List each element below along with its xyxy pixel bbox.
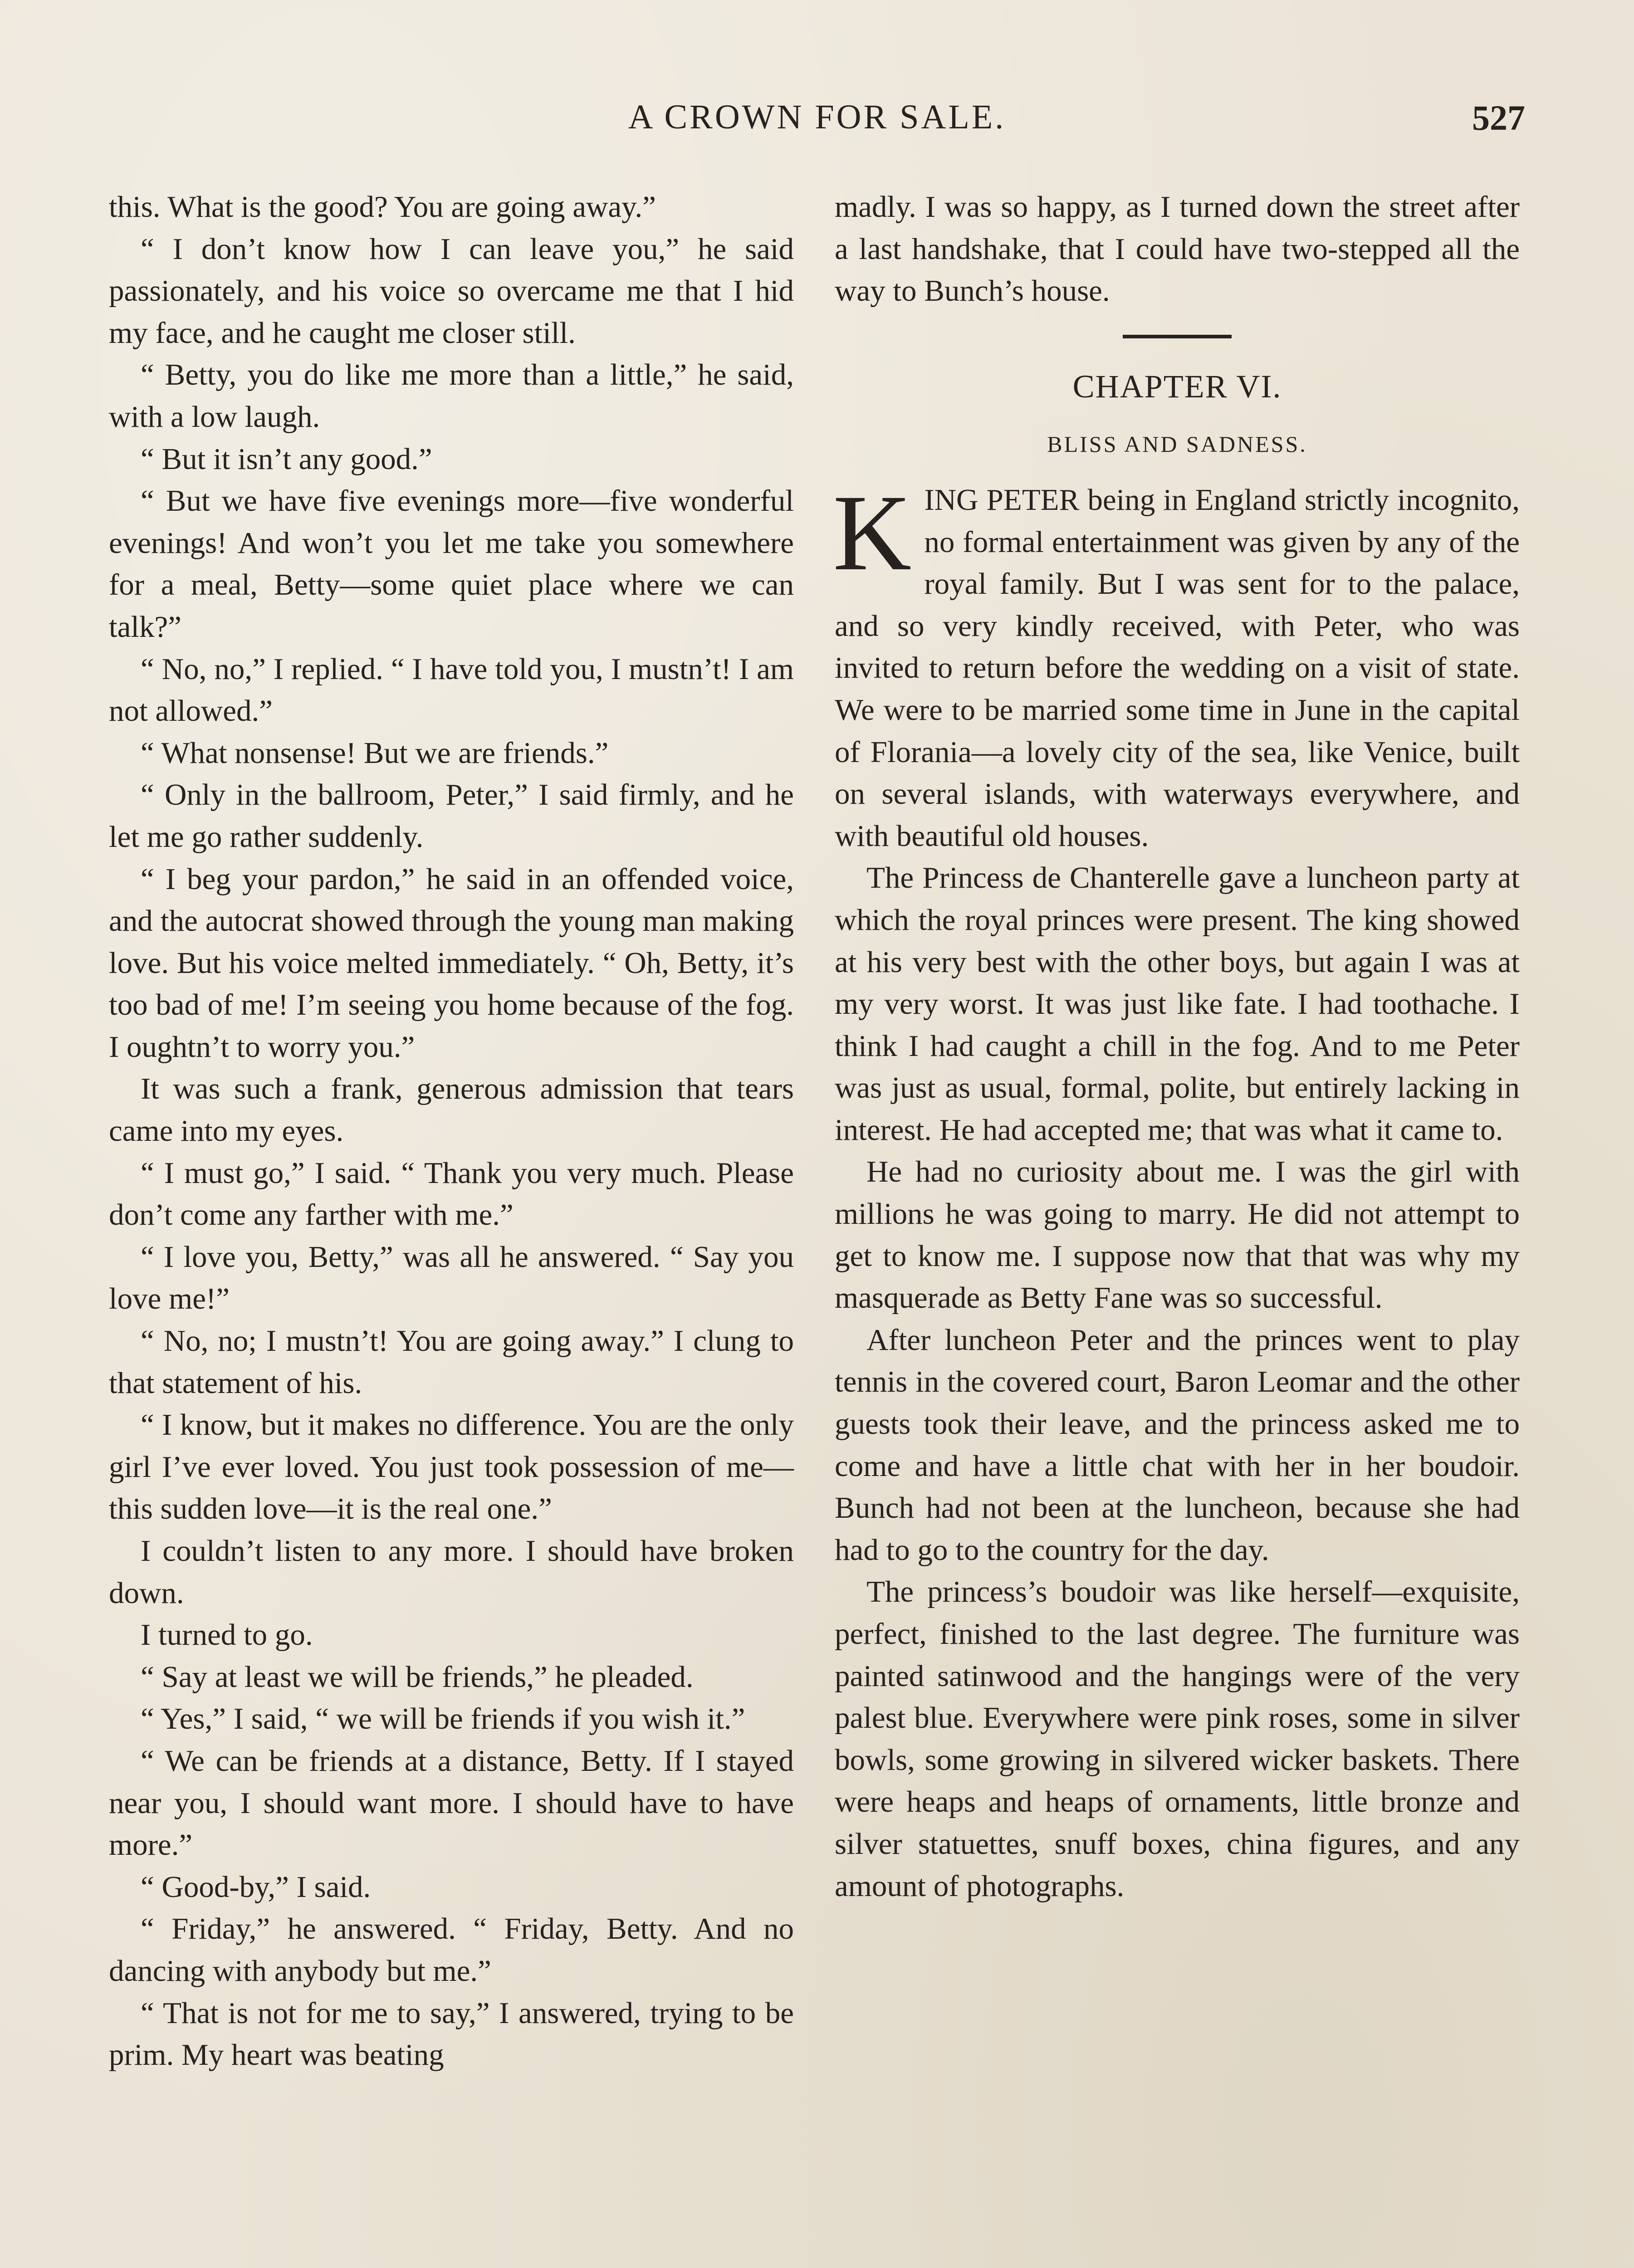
paragraph: “ I beg your pardon,” he said in an offended voice, and the autocrat showed through the young man making love. But his voice melted immediately. “ Oh, Betty, it’s too bad of me! I’m seeing you home because of the fog. I oughtn’t to worry you.” xyxy=(109,862,794,1064)
first-paragraph-text: ING PETER being in England strictly incognito, no formal entertainment was given by any of the royal family. But I was sent for to the palace, and so very kindly received, with Peter, who was invited to return before the wedding on a visit of state. We were to be married some time in June in the capital of Florania—a lovely city of the sea, like Venice, built on several islands, with waterways everywhere, and with beautiful old houses. xyxy=(835,483,1520,853)
paragraph: “ I know, but it makes no difference. You are the only girl I’ve ever loved. You just took possession of me—this sudden love—it is the real one.” xyxy=(109,1408,794,1526)
paragraph: I couldn’t listen to any more. I should have broken down. xyxy=(109,1534,794,1610)
paragraph: “ I don’t know how I can leave you,” he said passionately, and his voice so overcame me that I hid my face, and he caught me closer still. xyxy=(109,232,794,350)
paragraph: “ Only in the ballroom, Peter,” I said firmly, and he let me go rather suddenly. xyxy=(109,778,794,854)
paragraph: “ Good-by,” I said. xyxy=(141,1870,371,1904)
paragraph: “ I must go,” I said. “ Thank you very much. Please don’t come any farther with me.” xyxy=(109,1156,794,1232)
paragraph: “ We can be friends at a distance, Betty. If I stayed near you, I should want more. I should have to have more.” xyxy=(109,1744,794,1862)
paragraph: “ What nonsense! But we are friends.” xyxy=(141,736,609,770)
section-divider xyxy=(1123,335,1232,338)
chapter-first-paragraph xyxy=(833,472,1520,857)
paragraph: After luncheon Peter and the princes went to play tennis in the covered court, Baron Leomar and the other guests took their leave, and the princess asked me to come and have a little chat with her in her boudoir. Bunch had not been at the luncheon, because she had had to go to the country for the day. xyxy=(835,1323,1520,1567)
running-header xyxy=(104,98,1530,143)
paragraph: The princess’s boudoir was like herself—exquisite, perfect, finished to the last degree. The furniture was painted satinwood and the hangings were of the very palest blue. Everywhere were pink roses, some in silver bowls, some growing in silvered wicker baskets. There were heaps and heaps of ornaments, little bronze and silver statuettes, snuff boxes, china figures, and any amount of photographs. xyxy=(835,1575,1520,1903)
paragraph: He had no curiosity about me. I was the girl with millions he was going to marry. He did not attempt to get to know me. I suppose now that that was why my masquerade as Betty Fane was so successful. xyxy=(835,1155,1520,1315)
drop-cap: K xyxy=(833,472,912,593)
paragraph: I turned to go. xyxy=(141,1618,313,1652)
right-column xyxy=(835,186,1520,1907)
paragraph: “ Yes,” I said, “ we will be friends if you wish it.” xyxy=(141,1702,745,1736)
page-number: 527 xyxy=(1472,98,1525,137)
paragraph: “ Betty, you do like me more than a little,” he said, with a low laugh. xyxy=(109,358,794,434)
paragraph: “ Say at least we will be friends,” he pleaded. xyxy=(141,1660,694,1694)
continuation-paragraph: madly. I was so happy, as I turned down the street after a last handshake, that I could have two-stepped all the way to Bunch’s house. xyxy=(835,190,1520,308)
paragraph: “ No, no,” I replied. “ I have told you, I mustn’t! I am not allowed.” xyxy=(109,652,794,728)
paragraph: “ No, no; I mustn’t! You are going away.” I clung to that statement of his. xyxy=(109,1324,794,1400)
chapter-title: CHAPTER VI. xyxy=(1072,368,1282,405)
paragraph: “ That is not for me to say,” I answered, trying to be prim. My heart was beating xyxy=(109,1996,794,2072)
running-title: A CROWN FOR SALE. xyxy=(628,98,1006,136)
paragraph: The Princess de Chanterelle gave a luncheon party at which the royal princes were present. The king showed at his very best with the other boys, but again I was at my very worst. It was just like fate. I had toothache. I think I had caught a chill in the fog. And to me Peter was just as usual, formal, polite, but entirely lacking in interest. He had accepted me; that was what it came to. xyxy=(835,861,1520,1147)
chapter-subtitle: BLISS AND SADNESS. xyxy=(1047,431,1307,457)
paragraph: “ But it isn’t any good.” xyxy=(141,442,432,476)
paragraph: “ But we have five evenings more—five wonderful evenings! And won’t you let me take you somewhere for a meal, Betty—some quiet place where we can talk?” xyxy=(109,484,794,644)
paragraph: “ I love you, Betty,” was all he answered. “ Say you love me!” xyxy=(109,1240,794,1316)
paragraph: It was such a frank, generous admission that tears came into my eyes. xyxy=(109,1072,794,1148)
paragraph: “ Friday,” he answered. “ Friday, Betty. And no dancing with anybody but me.” xyxy=(109,1912,794,1988)
left-column xyxy=(109,186,794,2076)
paragraph: this. What is the good? You are going away.” xyxy=(109,190,656,224)
